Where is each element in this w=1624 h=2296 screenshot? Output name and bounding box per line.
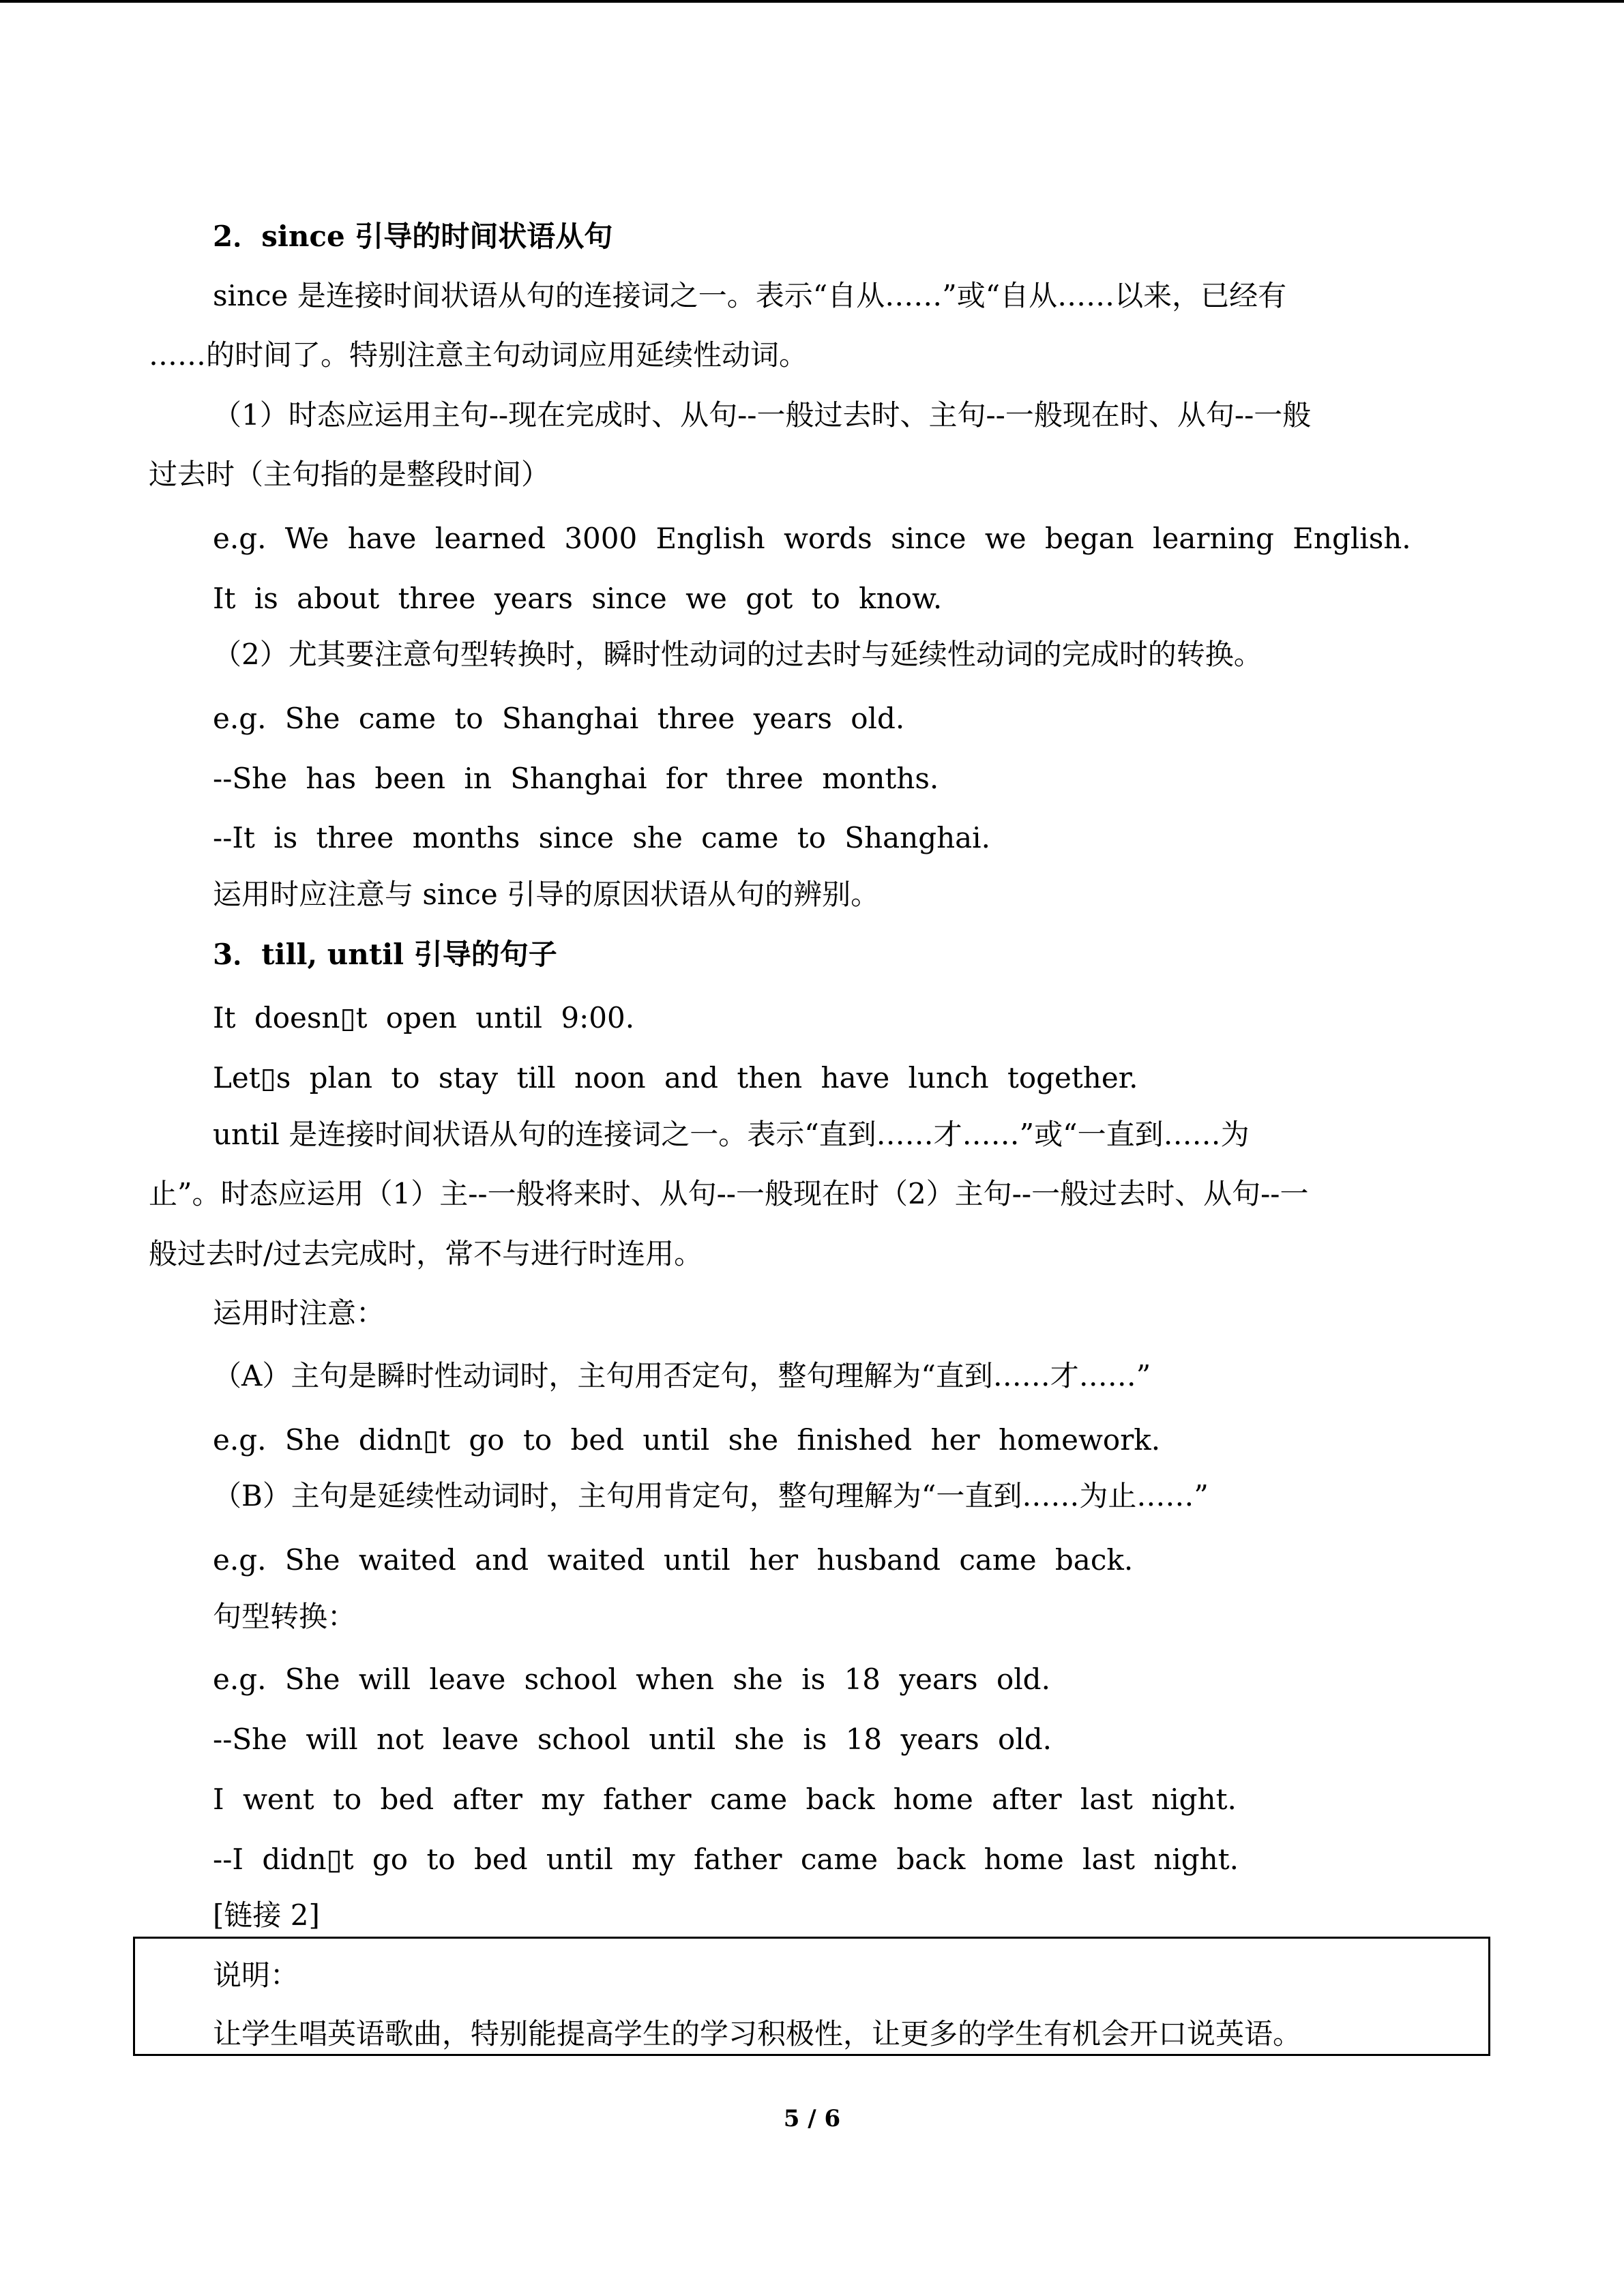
rule-2: （2）尤其要注意句型转换时，瞬时性动词的过去时与延续性动词的完成时的转换。 <box>213 638 1263 671</box>
section-3-example-2: Let▯s plan to stay till noon and then have lunch together. <box>213 1061 1138 1094</box>
example-7: --She will not leave school until she is 18 years old. <box>213 1723 1052 1756</box>
link-reference: [链接 2] <box>213 1898 320 1932</box>
section-3-paragraph-line-2: 止”。时态应运用（1）主--一般将来时、从句--一般现在时（2）主句--一般过去时、从句--一 <box>149 1177 1309 1210</box>
example-b: e.g. She waited and waited until her husband came back. <box>213 1543 1134 1577</box>
section-2-paragraph-line-1: since 是连接时间状语从句的连接词之一。表示“自从……”或“自从……以来，已经有 <box>213 279 1287 312</box>
section-2-number: 2． <box>213 220 262 253</box>
note-label: 说明： <box>213 1958 299 1992</box>
section-3-paragraph-line-3: 般过去时/过去完成时，常不与进行时连用。 <box>149 1237 703 1270</box>
section-2-heading <box>213 216 612 257</box>
example-9: --I didn▯t go to bed until my father came back home last night. <box>213 1843 1239 1876</box>
note-text: 让学生唱英语歌曲，特别能提高学生的学习积极性，让更多的学生有机会开口说英语。 <box>213 2017 1302 2051</box>
top-border <box>0 0 1624 3</box>
example-8: I went to bed after my father came back home after last night. <box>213 1783 1237 1816</box>
section-2-paragraph-line-2: ……的时间了。特别注意主句动词应用延续性动词。 <box>149 338 808 372</box>
section-3-heading <box>213 934 557 975</box>
rule-a: （A）主句是瞬时性动词时，主句用否定句，整句理解为“直到……才……” <box>213 1359 1151 1392</box>
example-6: e.g. She will leave school when she is 18 years old. <box>213 1663 1050 1696</box>
example-4: --She has been in Shanghai for three months. <box>213 762 939 795</box>
example-a: e.g. She didn▯t go to bed until she finished her homework. <box>213 1423 1161 1457</box>
usage-label: 运用时注意： <box>213 1296 385 1330</box>
section-3-number: 3． <box>213 938 262 971</box>
example-3: e.g. She came to Shanghai three years old. <box>213 702 905 735</box>
rule-1-line-1: （1）时态应运用主句--现在完成时、从句--一般过去时、主句--一般现在时、从句--一般 <box>213 398 1312 432</box>
rule-b: （B）主句是延续性动词时，主句用肯定句，整句理解为“一直到……为止……” <box>213 1479 1209 1512</box>
example-5: --It is three months since she came to Shanghai. <box>213 821 990 854</box>
example-2: It is about three years since we got to know. <box>213 582 943 615</box>
example-1: e.g. We have learned 3000 English words since we began learning English. <box>213 522 1411 555</box>
rule-1-line-2: 过去时（主句指的是整段时间） <box>149 458 550 491</box>
section-3-example-1: It doesn▯t open until 9:00. <box>213 1001 635 1034</box>
section-3-title: till, until 引导的句子 <box>261 938 557 971</box>
section-2-note: 运用时应注意与 since 引导的原因状语从句的辨别。 <box>213 878 880 911</box>
section-3-paragraph-line-1: until 是连接时间状语从句的连接词之一。表示“直到……才……”或“一直到……为 <box>213 1118 1250 1151</box>
section-2-title: since 引导的时间状语从句 <box>261 220 613 253</box>
transform-label: 句型转换： <box>213 1600 357 1633</box>
page-number: 5 / 6 <box>783 2105 841 2132</box>
